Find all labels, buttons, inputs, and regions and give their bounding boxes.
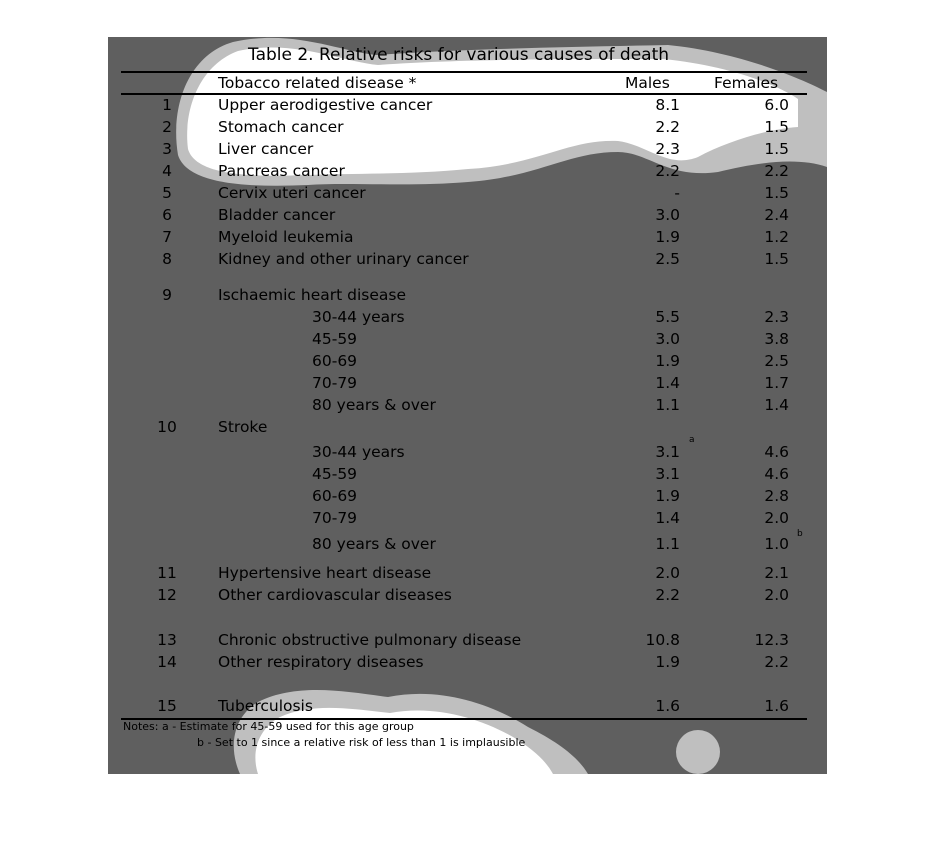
males-value: 1.9 bbox=[655, 352, 680, 370]
males-value: - bbox=[674, 184, 680, 202]
females-value: 2.0 bbox=[764, 586, 789, 604]
males-value: 3.0 bbox=[655, 330, 680, 348]
row-number: 8 bbox=[162, 250, 172, 268]
row-number: 9 bbox=[162, 286, 172, 304]
header-rule bbox=[121, 93, 807, 95]
females-value: 2.4 bbox=[764, 206, 789, 224]
header-females: Females bbox=[714, 74, 779, 92]
row-label: Stroke bbox=[218, 418, 268, 436]
females-value: 4.6 bbox=[764, 443, 789, 461]
females-value: 1.5 bbox=[764, 118, 789, 136]
females-value: 1.5 bbox=[764, 184, 789, 202]
females-value: 1.0 bbox=[764, 535, 789, 553]
row-number: 2 bbox=[162, 118, 172, 136]
females-value: 3.8 bbox=[764, 330, 789, 348]
row-number: 12 bbox=[157, 586, 177, 604]
row-label: Liver cancer bbox=[218, 140, 314, 158]
males-value: 8.1 bbox=[655, 96, 680, 114]
males-value: 10.8 bbox=[645, 631, 680, 649]
females-value: 2.8 bbox=[764, 487, 789, 505]
males-value: 2.2 bbox=[655, 586, 680, 604]
males-value: 1.9 bbox=[655, 487, 680, 505]
row-label: 80 years & over bbox=[312, 396, 436, 414]
males-value: 3.1 bbox=[655, 465, 680, 483]
row-number: 13 bbox=[157, 631, 177, 649]
row-label: 30-44 years bbox=[312, 443, 405, 461]
overlay-blobs bbox=[108, 37, 827, 774]
row-label: 45-59 bbox=[312, 330, 358, 348]
row-label: Myeloid leukemia bbox=[218, 228, 354, 246]
males-value: 1.9 bbox=[655, 653, 680, 671]
females-value: 1.4 bbox=[764, 396, 789, 414]
females-value: 1.6 bbox=[764, 697, 789, 715]
row-label: Upper aerodigestive cancer bbox=[218, 96, 433, 114]
females-value: 1.5 bbox=[764, 250, 789, 268]
row-label: Bladder cancer bbox=[218, 206, 336, 224]
row-label: Pancreas cancer bbox=[218, 162, 345, 180]
header-disease: Tobacco related disease * bbox=[218, 74, 417, 92]
table-title: Table 2. Relative risks for various causes of death bbox=[248, 45, 670, 65]
bottom-dot bbox=[676, 730, 720, 774]
row-label: Chronic obstructive pulmonary disease bbox=[218, 631, 522, 649]
note-a: Notes: a - Estimate for 45-59 used for this age group bbox=[123, 720, 414, 733]
males-value: 2.2 bbox=[655, 118, 680, 136]
row-label: 80 years & over bbox=[312, 535, 436, 553]
males-footnote-marker: a bbox=[689, 435, 695, 445]
females-value: 4.6 bbox=[764, 465, 789, 483]
males-value: 2.2 bbox=[655, 162, 680, 180]
females-value: 1.2 bbox=[764, 228, 789, 246]
top-rule bbox=[121, 71, 807, 73]
row-number: 11 bbox=[157, 564, 177, 582]
females-value: 6.0 bbox=[764, 96, 789, 114]
males-value: 3.1 bbox=[655, 443, 680, 461]
row-number: 15 bbox=[157, 697, 177, 715]
row-number: 5 bbox=[162, 184, 172, 202]
males-value: 2.3 bbox=[655, 140, 680, 158]
males-value: 1.4 bbox=[655, 509, 680, 527]
females-value: 2.2 bbox=[764, 653, 789, 671]
males-value: 1.9 bbox=[655, 228, 680, 246]
table-panel bbox=[108, 37, 827, 774]
males-value: 1.1 bbox=[655, 535, 680, 553]
header-males: Males bbox=[625, 74, 670, 92]
females-value: 2.2 bbox=[764, 162, 789, 180]
row-label: 70-79 bbox=[312, 374, 358, 392]
row-label: Hypertensive heart disease bbox=[218, 564, 432, 582]
males-value: 1.4 bbox=[655, 374, 680, 392]
row-label: Stomach cancer bbox=[218, 118, 344, 136]
row-label: Other respiratory diseases bbox=[218, 653, 424, 671]
row-number: 6 bbox=[162, 206, 172, 224]
row-label: Tuberculosis bbox=[218, 697, 313, 715]
females-footnote-marker: b bbox=[797, 529, 803, 539]
males-value: 1.1 bbox=[655, 396, 680, 414]
row-label: Kidney and other urinary cancer bbox=[218, 250, 469, 268]
row-label: 70-79 bbox=[312, 509, 358, 527]
row-label: 60-69 bbox=[312, 352, 358, 370]
row-label: 30-44 years bbox=[312, 308, 405, 326]
row-label: Cervix uteri cancer bbox=[218, 184, 366, 202]
females-value: 2.5 bbox=[764, 352, 789, 370]
males-value: 5.5 bbox=[655, 308, 680, 326]
males-value: 2.5 bbox=[655, 250, 680, 268]
row-number: 10 bbox=[157, 418, 177, 436]
row-number: 1 bbox=[162, 96, 172, 114]
females-value: 1.7 bbox=[764, 374, 789, 392]
males-value: 2.0 bbox=[655, 564, 680, 582]
females-value: 2.3 bbox=[764, 308, 789, 326]
row-label: Other cardiovascular diseases bbox=[218, 586, 452, 604]
females-value: 2.1 bbox=[764, 564, 789, 582]
note-b: b - Set to 1 since a relative risk of less than 1 is implausible bbox=[197, 736, 526, 749]
females-value: 1.5 bbox=[764, 140, 789, 158]
row-number: 3 bbox=[162, 140, 172, 158]
row-number: 7 bbox=[162, 228, 172, 246]
females-value: 12.3 bbox=[754, 631, 789, 649]
males-value: 3.0 bbox=[655, 206, 680, 224]
row-number: 14 bbox=[157, 653, 177, 671]
row-number: 4 bbox=[162, 162, 172, 180]
males-value: 1.6 bbox=[655, 697, 680, 715]
row-label: Ischaemic heart disease bbox=[218, 286, 406, 304]
females-value: 2.0 bbox=[764, 509, 789, 527]
row-label: 45-59 bbox=[312, 465, 358, 483]
row-label: 60-69 bbox=[312, 487, 358, 505]
